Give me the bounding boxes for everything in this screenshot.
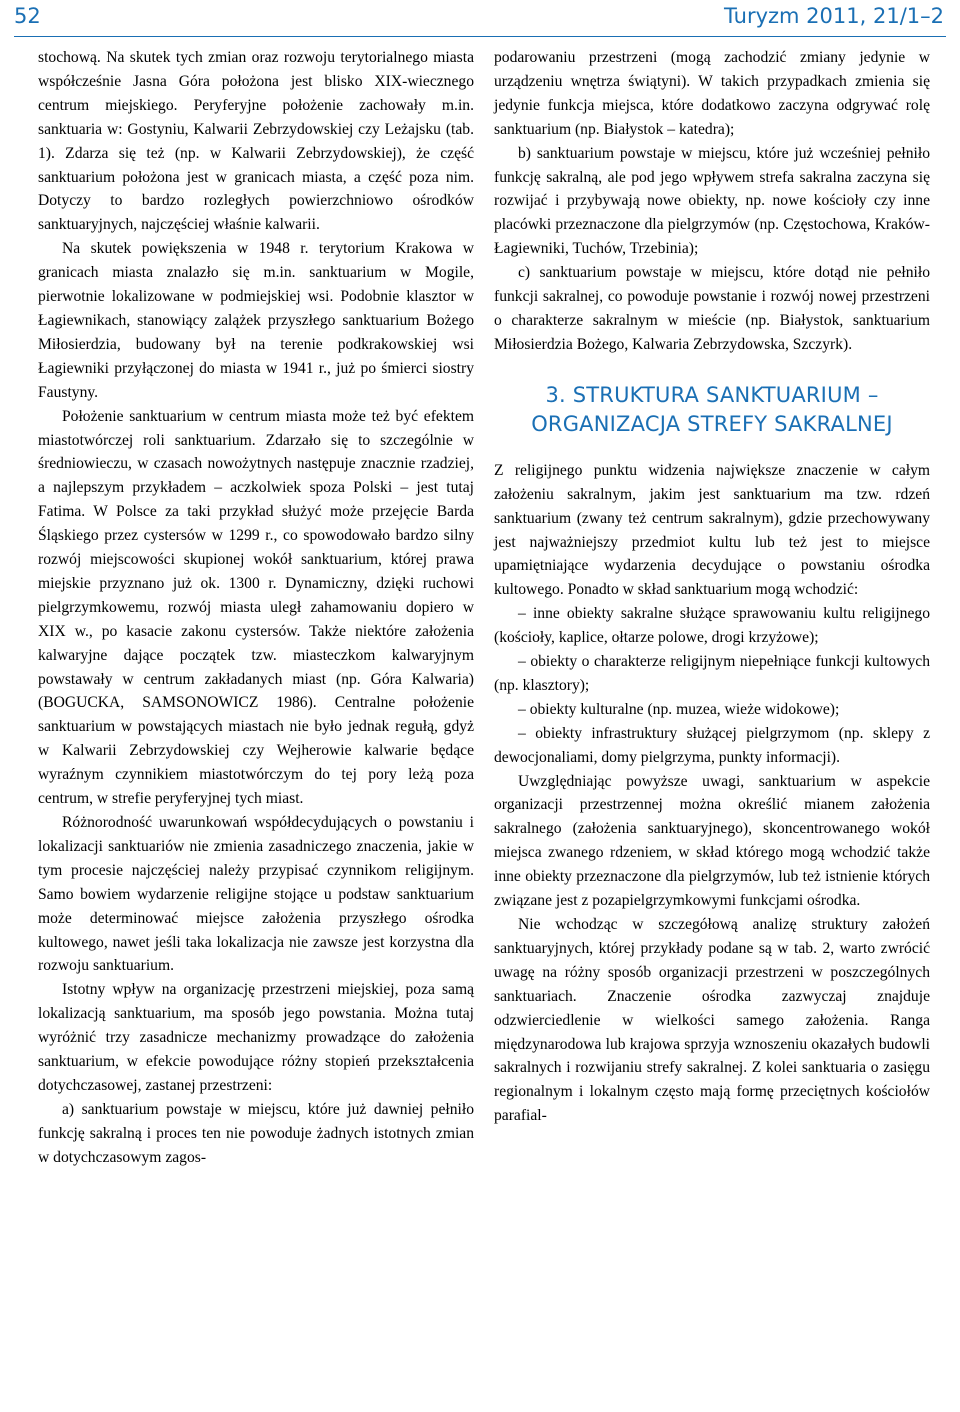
section-heading-line: 3. STRUKTURA SANKTUARIUM –: [545, 382, 879, 407]
list-item: b) sanktuarium powstaje w miejscu, które już wcześniej pełniło funkcję sakralną, ale pod jego wpływem strefa sakralna zaczyna się rozwijać i przybywają nowe obiekty, np. nowe kościoły czy inne placówki przeznaczone dla pielgrzymów (np. Częstochowa, Kraków-Łagiewniki, Tuchów, Trzebinia);: [494, 144, 930, 258]
journal-title: Turyzm 2011, 21/1–2: [724, 4, 944, 28]
paragraph-text: 1986). Centralne położenie sanktuarium w powstających miastach nie było jednak regułą, gdyż w Kalwarii Zebrzydowskiej czy Wejherowie kalwarie będące wyraźnym czynnikiem miastotwórczym do tej pory leżą poza centrum, w strefie peryferyjnej tych miast.: [38, 694, 474, 808]
paragraph: Uwzględniając powyższe uwagi, sanktuarium w aspekcie organizacji przestrzennej można określić mianem założenia sakralnego (założenia sanktuaryjnego), skoncentrowanego wokół miejsca zwanego rdzeniem, w skład którego mogą wchodzić także inne obiekty przeznaczone dla pielgrzymów, lub też istnienie których związane jest z pozapielgrzymkowymi funkcjami ośrodka.: [494, 772, 930, 910]
list-item: – obiekty infrastruktury służącej pielgrzymom (np. sklepy z dewocjonaliami, domy pielgrzyma, punkty informacji).: [494, 724, 930, 766]
section-heading-line: ORGANIZACJA STREFY SAKRALNEJ: [531, 411, 893, 436]
header-rule: [14, 36, 946, 37]
paragraph: podarowaniu przestrzeni (mogą zachodzić zmiany jedynie w urządzeniu wnętrza świątyni). W takich przypadkach zmienia się jedynie funkcja miejsca, które dodatkowo zaczyna odgrywać rolę sanktuarium (np. Białystok – katedra);: [494, 49, 930, 138]
section-heading: [494, 381, 930, 439]
paragraph: Z religijnego punktu widzenia największe znaczenie w całym założeniu sakralnym, jakim jest sanktuarium ma tzw. rdzeń sanktuarium (zwany też centrum sakralnym), gdzie przechowywany jest najważniejszy przedmiot kultu lub też jest to miejsce upamiętniające wydarzenia decydujące o powstaniu ośrodka kultowego. Ponadto w skład sanktuarium mogą wchodzić:: [494, 461, 930, 599]
list-item: a) sanktuarium powstaje w miejscu, które już dawniej pełniło funkcję sakralną i proces ten nie powoduje żadnych istotnych zmian w dotychczasowym zagos-: [38, 1100, 474, 1166]
left-column: [38, 46, 474, 1170]
list-item: – inne obiekty sakralne służące sprawowaniu kultu religijnego (kościoły, kaplice, ołtarze polowe, drogi krzyżowe);: [494, 605, 930, 647]
right-column: [494, 46, 930, 1128]
citation-authors: BOGUCKA, SAMSONOWICZ: [43, 694, 259, 712]
paragraph: Istotny wpływ na organizację przestrzeni miejskiej, poza samą lokalizacją sanktuarium, ma sposób jego powstania. Można tutaj wyróżnić trzy zasadnicze mechanizmy prowadzące do założenia sanktuarium, w efekcie powodujące różny stopień przekształcenia dotychczasowej, zastanej przestrzeni:: [38, 981, 474, 1094]
paragraph-text: Położenie sanktuarium w centrum miasta może też być efektem miastotwórczej roli sanktuarium. Zdarzało się to szczególnie w średniowieczu, w czasach nowożytnych następuje znacznie rzadziej, a najlepszym przykładem – aczkolwiek spoza Polski – jest tutaj Fatima. W Polsce za taki przykład służyć może przejęcie Barda Śląskiego przez cystersów w 1299 r., co spowodowało bardzo silny rozwój miejscowości skupionej wokół sanktuarium, której prawa miejskie przyznano już ok. 1300 r. Dynamiczny, dzięki ruchowi pielgrzymkowemu, rozwój miasta uległ zahamowaniu dopiero w XIX w., po kasacie zakonu cystersów. Także niektóre założenia kalwaryjne dające początek tzw. miasteczkom kalwaryjnym powstawały w centrum zakładanych miast (np. Góra Kalwaria) (: [38, 407, 474, 712]
paragraph: Na skutek powiększenia w 1948 r. terytorium Krakowa w granicach miasta znalazło się m.in. sanktuarium w Mogile, pierwotnie lokalizowane w podmiejskiej wsi. Podobnie klasztor w Łagiewnikach, stanowiący zalążek przyszłego sanktuarium Bożego Miłosierdzia, budowany był na terenie podkrakowskiej wsi Łagiewniki przyłączonej do miasta w 1941 r., już po śmierci siostry Faustyny.: [38, 240, 474, 401]
paragraph: [38, 405, 474, 811]
list-item: c) sanktuarium powstaje w miejscu, które dotąd nie pełniło funkcji sakralnej, co powoduje powstanie i rozwój nowej przestrzeni o charakterze sakralnym w mieście (np. Białystok, sanktuarium Miłosierdzia Bożego, Kalwaria Zebrzydowska, Szczyrk).: [494, 264, 930, 353]
paragraph: stochową. Na skutek tych zmian oraz rozwoju terytorialnego miasta współcześnie Jasna Góra położona jest blisko XIX-wiecznego centrum miejskiego. Peryferyjne położenie zachowały m.in. sanktuaria w: Gostyniu, Kalwarii Zebrzydowskiej czy Leżajsku (tab. 1). Zdarza się też (np. w Kalwarii Zebrzydowskiej), że część sanktuarium położona jest w granicach miasta, a część poza nim. Dotyczy to bardzo rozległych powierzchniowo ośrodków sanktuaryjnych, najczęściej właśnie kalwarii.: [38, 49, 474, 234]
page-header: [0, 0, 960, 38]
paragraph: Różnorodność uwarunkowań współdecydujących o powstaniu i lokalizacji sanktuariów nie zmienia zasadniczego znaczenia, jakie w tym procesie najczęściej należy przypisać czynnikom religijnym. Samo bowiem wydarzenie religijne stojące u podstaw sanktuarium może determinować miejsce założenia przyszłego ośrodka kultowego, nawet jeśli taka lokalizacja nie zawsze jest korzystna dla rozwoju sanktuarium.: [38, 814, 474, 975]
list-item: – obiekty kulturalne (np. muzea, wieże widokowe);: [518, 700, 840, 718]
paragraph: Nie wchodząc w szczegółową analizę struktury założeń sanktuaryjnych, której przykłady podane są w tab. 2, warto zwrócić uwagę na różny sposób organizacji przestrzeni w poszczególnych sanktuariach. Znaczenie ośrodka zazwyczaj znajduje odzwierciedlenie w wielkości samego założenia. Ranga międzynarodowa lub krajowa sprzyja wznoszeniu okazałych budowli sakralnych i rozwijaniu strefy sakralnej. Z kolei sanktuaria o zasięgu regionalnym i lokalnym często mają formę przeciętnych kościołów parafial-: [494, 916, 930, 1125]
list-item: – obiekty o charakterze religijnym niepełniące funkcji kultowych (np. klasztory);: [494, 653, 930, 694]
page-number: 52: [14, 4, 41, 28]
